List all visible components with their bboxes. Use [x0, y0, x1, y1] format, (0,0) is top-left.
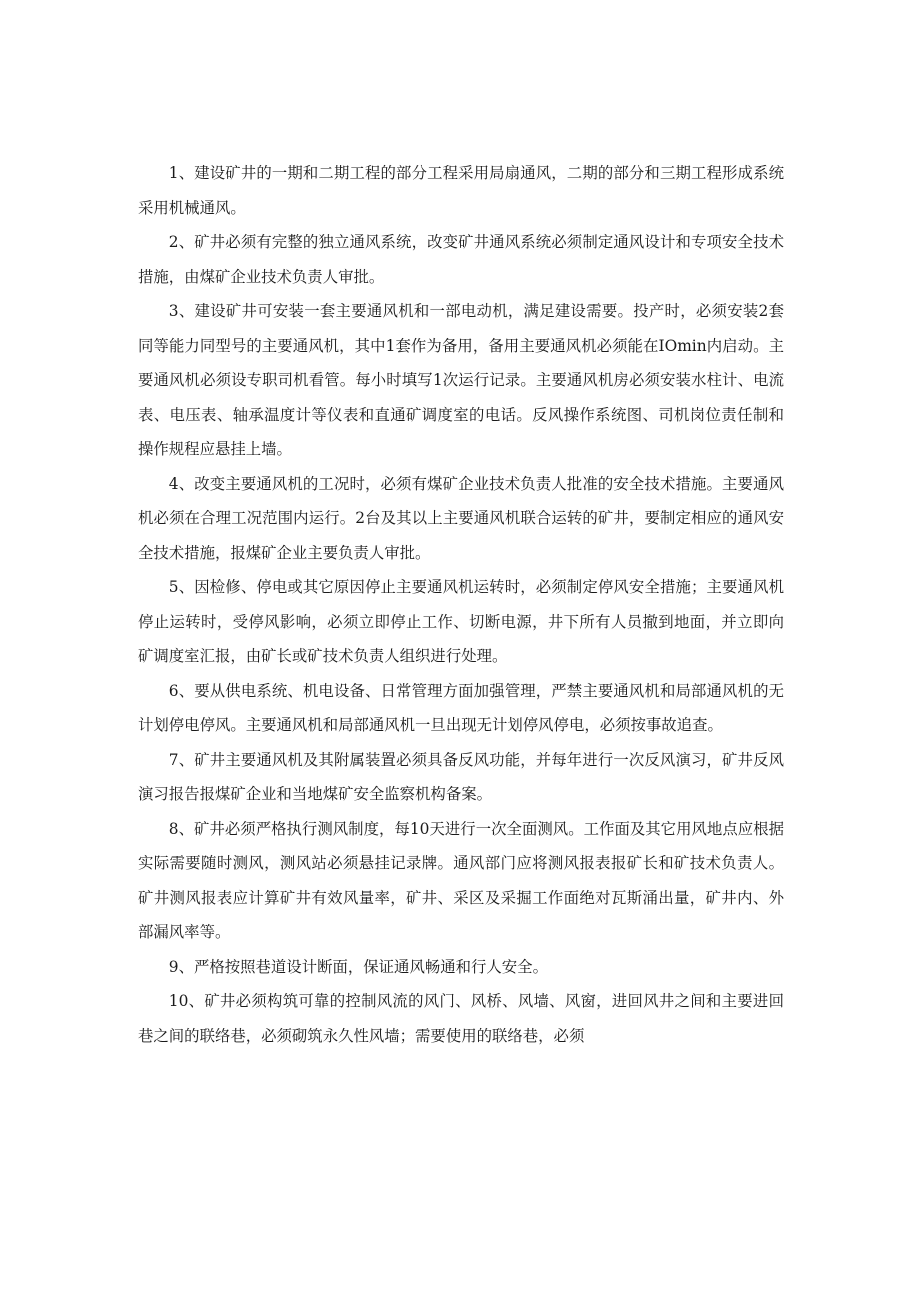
- paragraph-5: 5、因检修、停电或其它原因停止主要通风机运转时，必须制定停风安全措施；主要通风机停止运转时，受停风影响，必须立即停止工作、切断电源，井下所有人员撤到地面，并立即向矿调度室汇报，由矿长或矿技术负责人组织进行处理。: [138, 578, 784, 665]
- paragraph-2: 2、矿井必须有完整的独立通风系统，改变矿井通风系统必须制定通风设计和专项安全技术措施，由煤矿企业技术负责人审批。: [138, 233, 784, 286]
- document-body: [138, 156, 784, 1053]
- paragraph-6: 6、要从供电系统、机电设备、日常管理方面加强管理，严禁主要通风机和局部通风机的无计划停电停风。主要通风机和局部通风机一旦出现无计划停风停电，必须按事故追查。: [138, 681, 784, 734]
- paragraph-9: 9、严格按照巷道设计断面，保证通风畅通和行人安全。: [168, 957, 548, 976]
- paragraph-8: 8、矿井必须严格执行测风制度，每10天进行一次全面测风。工作面及其它用风地点应根据实际需要随时测风，测风站必须悬挂记录牌。通风部门应将测风报表报矿长和矿技术负责人。矿井测风报表应计算矿井有效风量率，矿井、采区及采掘工作面绝对瓦斯涌出量，矿井内、外部漏风率等。: [138, 819, 784, 941]
- paragraph-4: 4、改变主要通风机的工况时，必须有煤矿企业技术负责人批准的安全技术措施。主要通风机必须在合理工况范围内运行。2台及其以上主要通风机联合运转的矿井，要制定相应的通风安全技术措施，报煤矿企业主要负责人审批。: [138, 474, 784, 562]
- paragraph-7: 7、矿井主要通风机及其附属装置必须具备反风功能，并每年进行一次反风演习，矿井反风演习报告报煤矿企业和当地煤矿安全监察机构备案。: [138, 750, 784, 803]
- paragraph-1: 1、建设矿井的一期和二期工程的部分工程采用局扇通风，二期的部分和三期工程形成系统采用机械通风。: [138, 164, 784, 217]
- paragraph-10: 10、矿井必须构筑可靠的控制风流的风门、风桥、风墙、风窗，进回风井之间和主要进回巷之间的联络巷，必须砌筑永久性风墙；需要使用的联络巷，必须: [138, 992, 784, 1045]
- paragraph-3: 3、建设矿井可安装一套主要通风机和一部电动机，满足建设需要。投产时，必须安装2套同等能力同型号的主要通风机，其中1套作为备用，备用主要通风机必须能在IOmin内启动。主要通风机必须设专职司机看管。每小时填写1次运行记录。主要通风机房必须安装水柱计、电流表、电压表、轴承温度计等仪表和直通矿调度室的电话。反风操作系统图、司机岗位责任制和操作规程应悬挂上墙。: [138, 302, 784, 458]
